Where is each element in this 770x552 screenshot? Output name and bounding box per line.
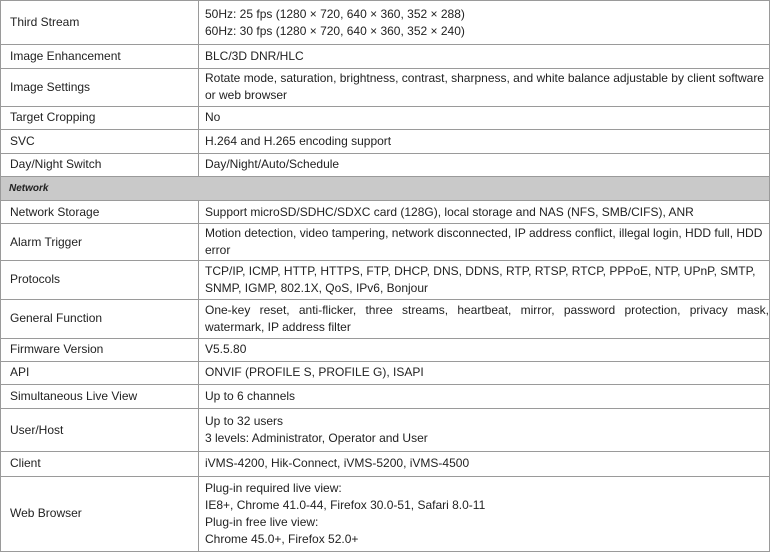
row-label: Day/Night Switch bbox=[1, 153, 199, 176]
row-value bbox=[199, 261, 770, 299]
row-label: Simultaneous Live View bbox=[1, 385, 199, 409]
row-value bbox=[199, 224, 770, 261]
value-line: Up to 32 users bbox=[205, 414, 284, 429]
row-label: Target Cropping bbox=[1, 106, 199, 129]
section-header: Network bbox=[1, 176, 770, 200]
row-label: Web Browser bbox=[1, 476, 199, 552]
value-line: 60Hz: 30 fps (1280 × 720, 640 × 360, 352 × 240) bbox=[205, 23, 465, 38]
table-row bbox=[1, 338, 770, 361]
value-line: TCP/IP, ICMP, HTTP, HTTPS, FTP, DHCP, DNS, DDNS, RTP, RTSP, RTCP, PPPoE, NTP, UPnP, SMTP, SNMP, IGMP, 802.1X, QoS, IPv6, Bonjour bbox=[205, 263, 756, 295]
table-row bbox=[1, 299, 770, 338]
row-label: Image Settings bbox=[1, 69, 199, 106]
row-label: Firmware Version bbox=[1, 338, 199, 361]
row-value bbox=[199, 409, 770, 452]
row-label: Alarm Trigger bbox=[1, 224, 199, 261]
row-value: Up to 6 channels bbox=[199, 385, 770, 409]
table-row bbox=[1, 153, 770, 176]
row-value bbox=[199, 1, 770, 45]
row-value: iVMS-4200, Hik-Connect, iVMS-5200, iVMS-4500 bbox=[199, 452, 770, 476]
table-row bbox=[1, 224, 770, 261]
row-value bbox=[199, 476, 770, 552]
table-row bbox=[1, 261, 770, 299]
row-label: Client bbox=[1, 452, 199, 476]
row-value: BLC/3D DNR/HLC bbox=[199, 45, 770, 69]
row-value bbox=[199, 299, 770, 338]
table-row bbox=[1, 201, 770, 224]
value-line: 50Hz: 25 fps (1280 × 720, 640 × 360, 352 × 288) bbox=[205, 6, 465, 21]
table-row bbox=[1, 452, 770, 476]
row-label: General Function bbox=[1, 299, 199, 338]
table-row bbox=[1, 1, 770, 45]
row-label: Protocols bbox=[1, 261, 199, 299]
row-label: API bbox=[1, 361, 199, 384]
row-label: Image Enhancement bbox=[1, 45, 199, 69]
row-label: Network Storage bbox=[1, 201, 199, 224]
value-line: Plug-in free live view: bbox=[205, 514, 319, 529]
row-value: ONVIF (PROFILE S, PROFILE G), ISAPI bbox=[199, 361, 770, 384]
table-row bbox=[1, 476, 770, 552]
row-value: H.264 and H.265 encoding support bbox=[199, 129, 770, 153]
value-line: One-key reset, anti-flicker, three streams, heartbeat, mirror, password protection, privacy mask, watermark, IP address filter bbox=[205, 302, 769, 334]
table-row bbox=[1, 106, 770, 129]
row-value bbox=[199, 69, 770, 106]
value-line: Plug-in required live view: bbox=[205, 480, 342, 495]
row-value: Support microSD/SDHC/SDXC card (128G), local storage and NAS (NFS, SMB/CIFS), ANR bbox=[199, 201, 770, 224]
value-line: Rotate mode, saturation, brightness, contrast, sharpness, and white balance adjustable by client software or web browser bbox=[205, 71, 764, 103]
value-line: IE8+, Chrome 41.0-44, Firefox 30.0-51, Safari 8.0-11 bbox=[205, 497, 486, 512]
row-value: V5.5.80 bbox=[199, 338, 770, 361]
value-line: 3 levels: Administrator, Operator and User bbox=[205, 431, 428, 446]
table-row bbox=[1, 385, 770, 409]
table-row bbox=[1, 129, 770, 153]
row-label: User/Host bbox=[1, 409, 199, 452]
row-label: SVC bbox=[1, 129, 199, 153]
section-header-row bbox=[1, 176, 770, 200]
row-value: No bbox=[199, 106, 770, 129]
table-row bbox=[1, 45, 770, 69]
value-line: Chrome 45.0+, Firefox 52.0+ bbox=[205, 531, 359, 546]
value-line: Motion detection, video tampering, network disconnected, IP address conflict, illegal login, HDD full, HDD error bbox=[205, 226, 763, 258]
row-label: Third Stream bbox=[1, 1, 199, 45]
table-row bbox=[1, 409, 770, 452]
table-row bbox=[1, 69, 770, 106]
table-row bbox=[1, 361, 770, 384]
row-value: Day/Night/Auto/Schedule bbox=[199, 153, 770, 176]
